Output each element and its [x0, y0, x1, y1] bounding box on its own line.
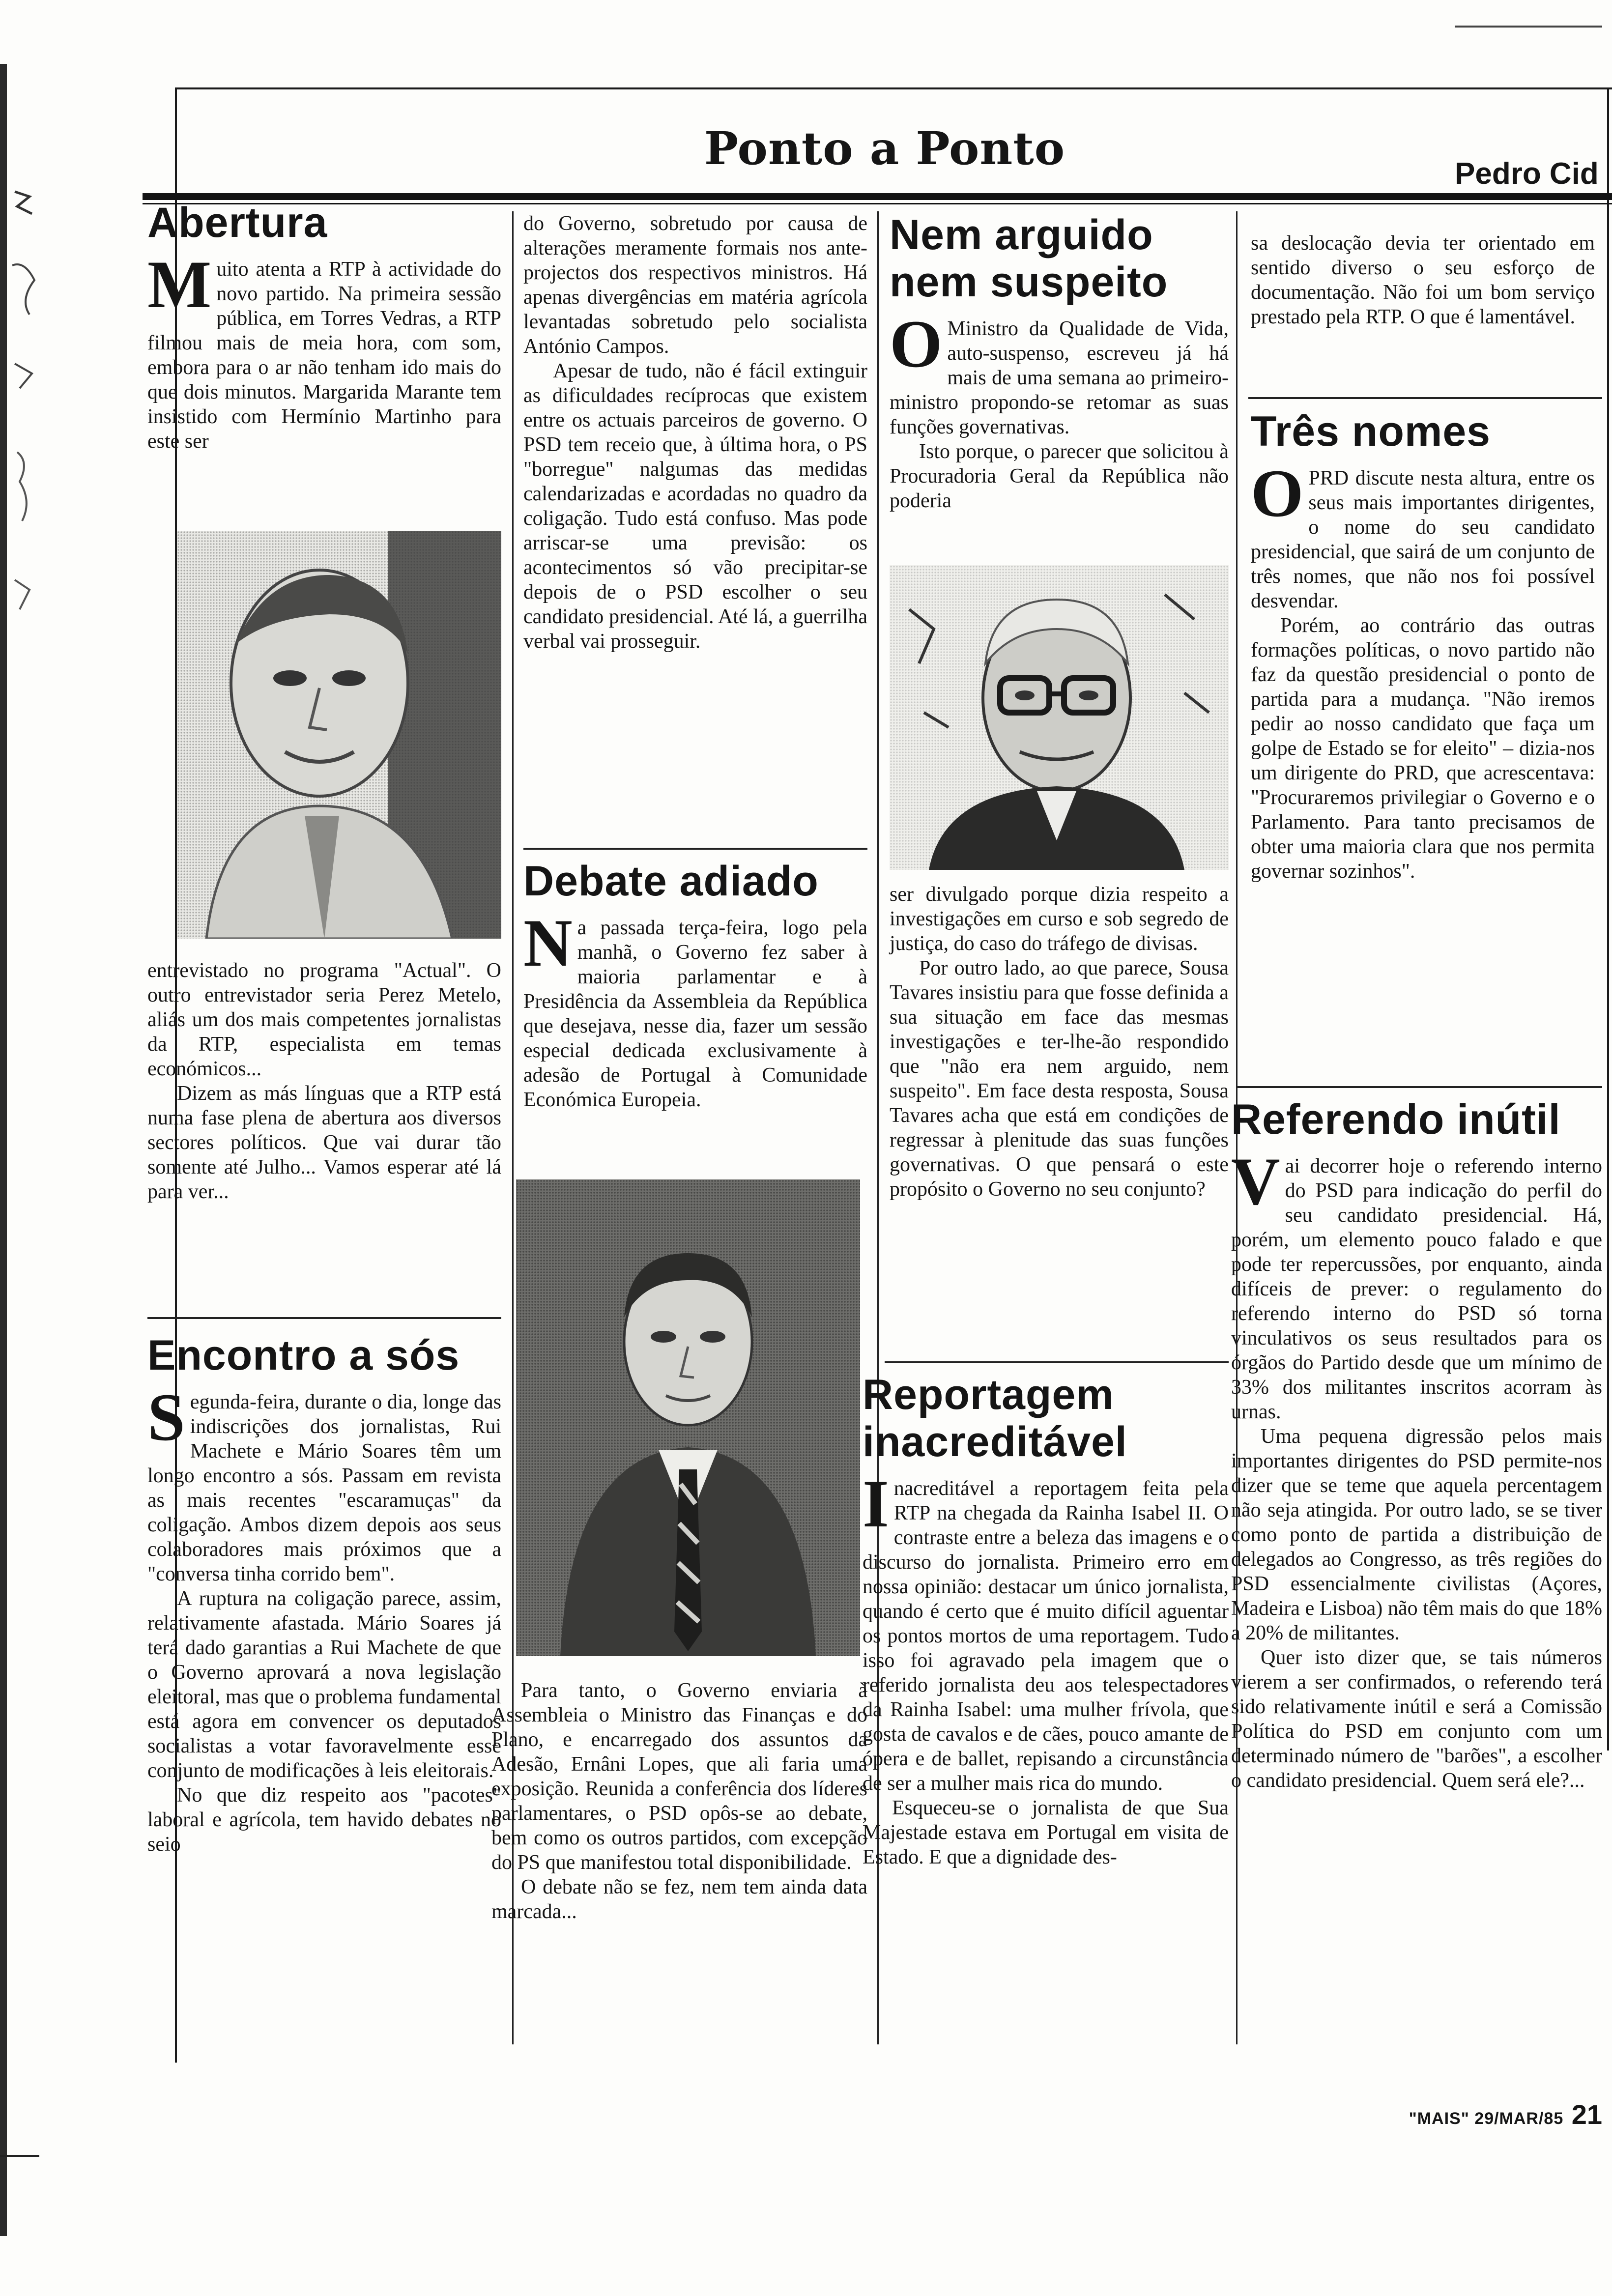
scan-mark — [1455, 26, 1602, 28]
dropcap: O — [890, 306, 943, 381]
article-divider — [885, 1361, 1229, 1363]
paragraph: O debate não se fez, nem tem ainda data marcada... — [491, 1876, 867, 1923]
dropcap: S — [147, 1379, 185, 1455]
paragraph: entrevistado no programa "Actual". O outro entrevistador seria Perez Metelo, aliás um dos mais competentes jornalistas da RTP, especialista em temas económicos... — [147, 959, 501, 1080]
photo-minister — [516, 1179, 860, 1656]
article-divider — [147, 1317, 501, 1319]
paragraph: sa deslocação devia ter orientado em sentido diverso o seu esforço de documentação. Não foi um bom serviço prestado pela RTP. O que é lamentável. — [1251, 232, 1595, 328]
headline-arguido: Nem arguido nem suspeito — [890, 211, 1168, 306]
dropcap: N — [523, 905, 573, 980]
article-abertura — [147, 199, 501, 454]
paragraph: Uma pequena digressão pelos mais importantes dirigentes do PSD permite-nos dizer que se teme que aquela percentagem não seja atingida. Por outro lado, se se tiver como ponto de partida a distribuição de delegados ao Congresso, as três regiões do PSD essencialmente civilistas (Açores, Madeira e Lisboa) não têm mais do que 18% a 20% de militantes. — [1231, 1425, 1602, 1644]
page-footer — [1376, 2098, 1602, 2130]
paragraph: uito atenta a RTP à actividade do novo partido. Na primeira sessão pública, em Torres Vedras, a RTP filmou mais de meia hora, com som, embora para o ar não tenham ido mais do que dois minutos. Margarida Marante tem insistido com Hermínio Martinho para este ser — [147, 258, 501, 453]
article-encontro — [147, 1332, 501, 1857]
paragraph: Isto porque, o parecer que solicitou à Procuradoria Geral da República não poderia — [890, 440, 1229, 512]
frame-top-rule — [175, 87, 1612, 89]
paragraph: Ministro da Qualidade de Vida, auto-suspenso, escreveu já há mais de uma semana ao primeiro-ministro propondo-se retomar as suas funções governativas. — [890, 317, 1229, 438]
page-edge-bar — [0, 64, 7, 2236]
paragraph: Dizem as más línguas que a RTP está numa fase plena de abertura aos diversos sectores políticos. Que vai durar tão somente até Julho... Vamos esperar até lá para ver... — [147, 1082, 501, 1203]
article-debate — [523, 858, 867, 1112]
article-divider — [1248, 397, 1602, 399]
page-number: 21 — [1571, 2099, 1602, 2130]
headline-tres-nomes: Três nomes — [1251, 408, 1491, 455]
paragraph: A ruptura na coligação parece, assim, relativamente afastada. Mário Soares já terá dado garantias a Rui Machete de que o Governo aprovará a nova legislação eleitoral, mas que o problema fundamental está agora em convencer os deputados socialistas a votar favoravelmente esse conjunto de modificações à leis eleitorais. — [147, 1587, 501, 1782]
headline-reportagem: Reportagem inacreditável — [863, 1371, 1127, 1465]
publication-date: "MAIS" 29/MAR/85 — [1409, 2109, 1564, 2128]
article-arguido-cont — [890, 882, 1229, 1202]
dropcap: O — [1251, 456, 1304, 531]
margin-scribbles — [10, 187, 39, 629]
paragraph: ser divulgado porque dizia respeito a investigações em curso e sob segredo de justiça, do caso do tráfego de divisas. — [890, 883, 1229, 955]
paragraph: PRD discute nesta altura, entre os seus mais importantes dirigentes, o nome do seu candidato presidencial, que sairá de um conjunto de três nomes, que não nos foi possível desvendar. — [1251, 467, 1595, 612]
photo-sousa-tavares — [890, 565, 1229, 870]
author-byline: Pedro Cid — [1455, 157, 1599, 191]
paragraph: No que diz respeito aos "pacotes" laboral e agrícola, tem havido debates no seio — [147, 1784, 501, 1856]
paragraph: a passada terça-feira, logo pela manhã, o Governo fez saber à maioria parlamentar e à Presidência da Assembleia da República que desejava, nesse dia, fazer um sessão especial dedicada exclusivamente à adesão de Portugal à Comunidade Económica Europeia. — [523, 917, 867, 1111]
dropcap: V — [1231, 1144, 1280, 1219]
article-arguido — [890, 211, 1229, 513]
section-title: Ponto a Ponto — [704, 122, 1065, 175]
dropcap: I — [863, 1466, 889, 1541]
article-referendo — [1231, 1096, 1602, 1793]
frame-right-rule — [1607, 89, 1609, 1751]
paragraph: Apesar de tudo, não é fácil extinguir as dificuldades recíprocas que existem entre os actuais parceiros de governo. O PSD tem receio que, à última hora, o PS "borregue" nalgumas das medidas calendarizadas e acordadas no quadro da coligação. Tudo está confuso. Mas pode arriscar-se uma previsão: os acontecimentos só vão precipitar-se depois de o PSD escolher o seu candidato presidencial. Até lá, a guerrilha verbal vai prosseguir. — [523, 360, 867, 653]
scan-mark — [0, 2155, 39, 2157]
paragraph: Esqueceu-se o jornalista de que Sua Majestade estava em Portugal em visita de Estado. E que a dignidade des- — [863, 1797, 1229, 1868]
paragraph: Para tanto, o Governo enviaria à Assembleia o Ministro das Finanças e do Plano, e encarregado dos assuntos da Adesão, Ernâni Lopes, que ali faria uma exposição. Reunida a conferência dos líderes parlamentares, o PSD opôs-se ao debate, bem como os outros partidos, com excepção do PS que manifestou total disponibilidade. — [491, 1679, 867, 1874]
paragraph: Por outro lado, ao que parece, Sousa Tavares insistiu para que fosse definida a sua situação em face das mesmas investigações e ter-lhe-ão respondido que "não era nem arguido, nem suspeito". Em face desta resposta, Sousa Tavares acha que está em condições de regressar à plenitude das suas funções governativas. O que pensará o este propósito o Governo no seu conjunto? — [890, 957, 1229, 1201]
headline-referendo: Referendo inútil — [1231, 1096, 1561, 1143]
paragraph: ai decorrer hoje o referendo interno do PSD para indicação do perfil do seu candidato presidencial. Há, porém, um elemento pouco falado e que pode ter repercussões, por enquanto, ainda difíceis de prever: o regulamento do referendo interno do PSD só torna vinculativos os seus resultados para os órgãos do Partido desde que um mínimo de 33% dos militantes inscritos acorram às urnas. — [1231, 1155, 1602, 1423]
article-reportagem — [863, 1371, 1229, 1869]
paragraph: do Governo, sobretudo por causa de alterações meramente formais nos ante-projectos dos respectivos ministros. Há apenas divergências em matéria agrícola levantadas sobretudo pelo socialista António Campos. — [523, 212, 867, 358]
paragraph: Quer isto dizer que, se tais números vierem a ser confirmados, o referendo terá sido relativamente inútil e será a Comissão Política do PSD em conjunto com um determinado número de "barões", a escolher o candidato presidencial. Quem será ele?... — [1231, 1646, 1602, 1792]
article-coligacao-cont — [523, 211, 867, 654]
photo-portrait — [177, 531, 501, 939]
headline-encontro: Encontro a sós — [147, 1332, 460, 1379]
headline-abertura: Abertura — [147, 199, 328, 246]
article-reportagem-cont — [1251, 231, 1595, 329]
article-divider — [1236, 1086, 1602, 1088]
article-tres-nomes — [1251, 408, 1595, 884]
headline-debate: Debate adiado — [523, 858, 819, 905]
dropcap: M — [147, 247, 212, 322]
article-abertura-cont — [147, 958, 501, 1204]
paragraph: Porém, ao contrário das outras formações políticas, o novo partido não faz da questão presidencial o ponto de partida para a mudança. "Não iremos pedir ao nosso candidato que faça um golpe de Estado se for eleito" – dizia-nos um dirigente do PRD, que acrescentava: "Procuraremos privilegiar o Governo e o Parlamento. Para tanto precisamos de obter uma maioria clara que nos permita governar sozinhos". — [1251, 614, 1595, 883]
paragraph: egunda-feira, durante o dia, longe das indiscrições dos jornalistas, Rui Machete e Mário Soares têm um longo encontro a sós. Passam em revista as mais recentes "escaramuças" da coligação. Ambos dizem depois aos seus colaboradores mais próximos que a "conversa tinha corrido bem". — [147, 1391, 501, 1585]
paragraph: nacreditável a reportagem feita pela RTP na chegada da Rainha Isabel II. O contraste entre a beleza das imagens e o discurso do jornalista. Primeiro erro em nossa opinião: destacar um único jornalista, quando é certo que é muito difícil aguentar os pontos mortos de uma reportagem. Tudo isso foi agravado pela imagem que o referido jornalista deu aos telespectadores da Rainha Isabel: uma mulher frívola, que gosta de cavalos e de cães, pouco amante de ópera e de ballet, repisando a circunstância de ser a mulher mais rica do mundo. — [863, 1477, 1229, 1795]
article-debate-cont — [491, 1678, 867, 1924]
article-divider — [523, 848, 867, 850]
